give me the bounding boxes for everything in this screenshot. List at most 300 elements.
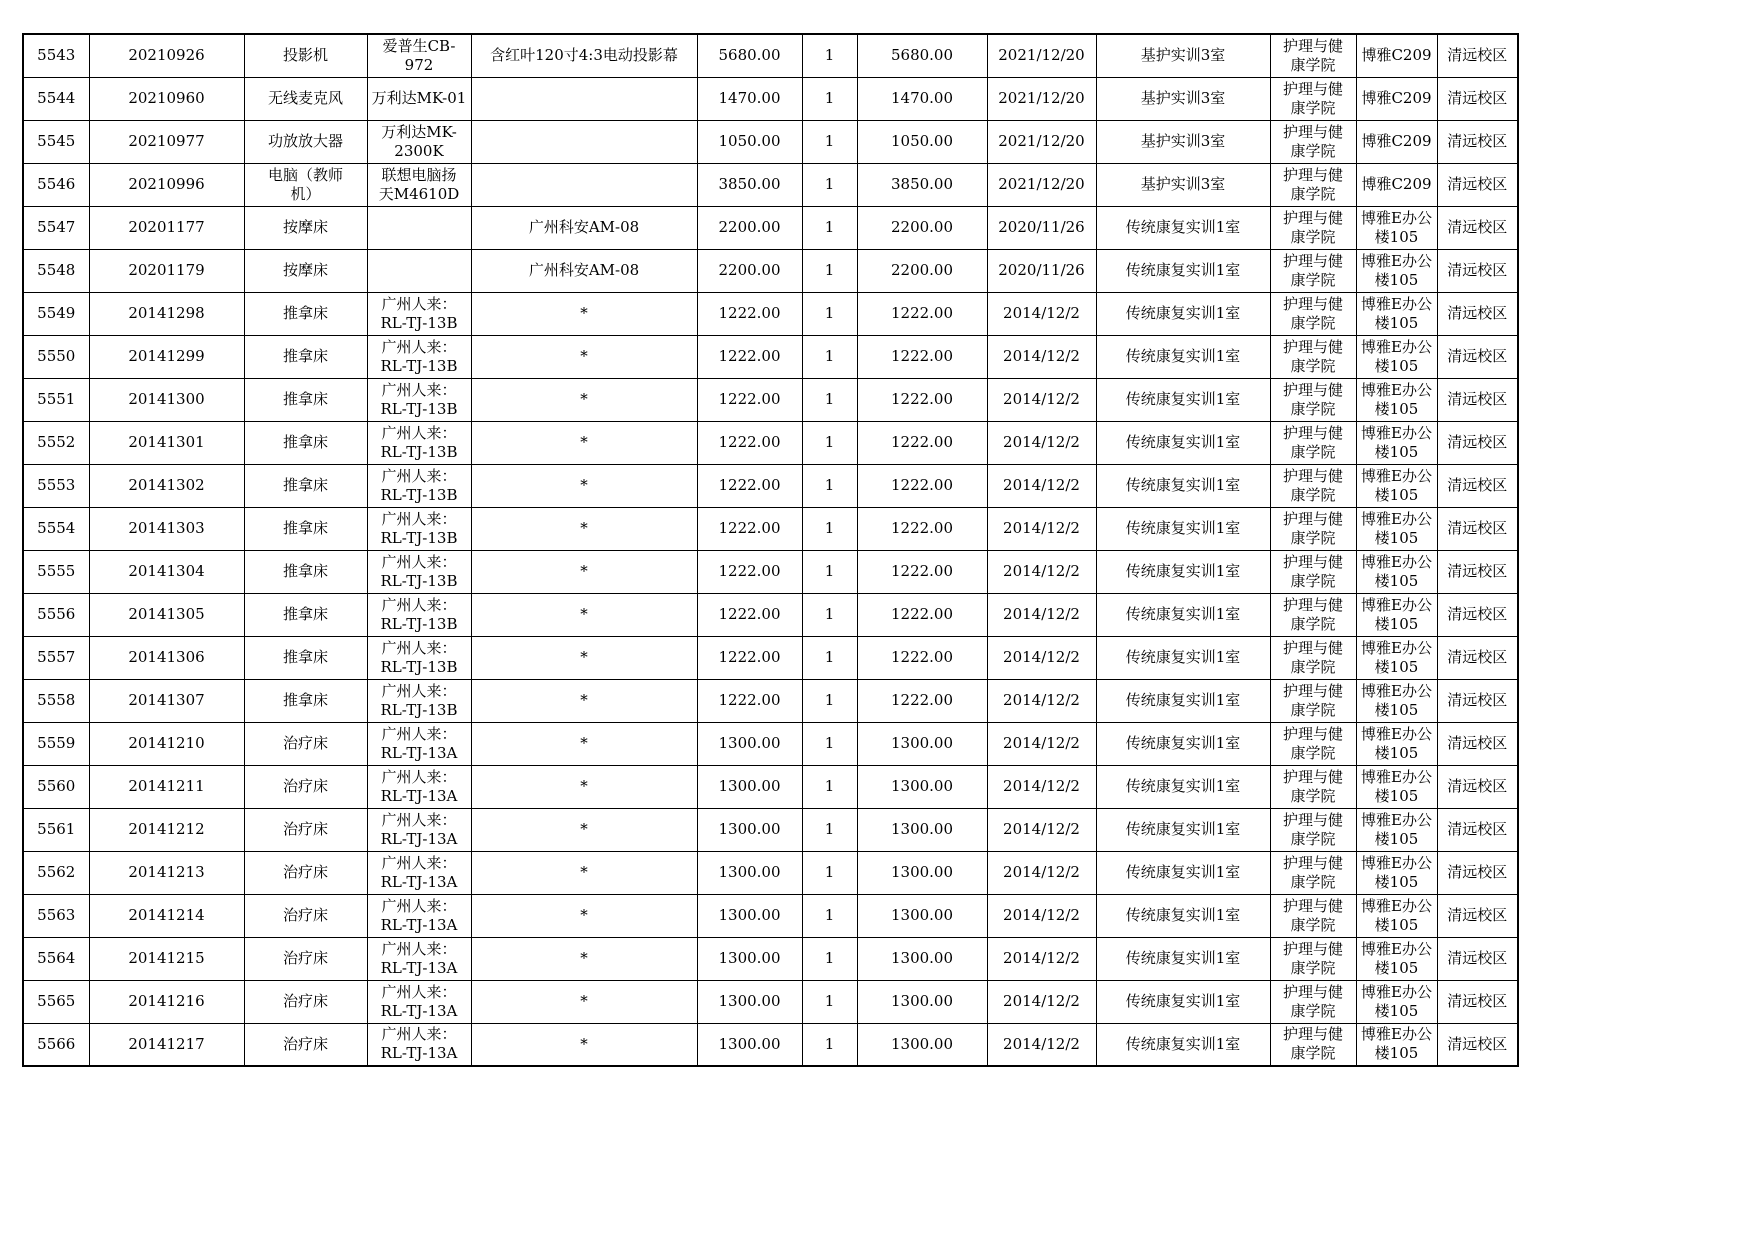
department-cell: 护理与健 康学院 bbox=[1270, 593, 1356, 636]
model-cell: 广州人来： RL-TJ-13A bbox=[367, 808, 471, 851]
purchase-date-cell: 2014/12/2 bbox=[987, 335, 1096, 378]
table-row bbox=[23, 120, 1518, 163]
quantity-cell: 1 bbox=[802, 894, 857, 937]
amount-cell: 1222.00 bbox=[857, 550, 987, 593]
table-row bbox=[23, 507, 1518, 550]
amount-cell: 1300.00 bbox=[857, 894, 987, 937]
quantity-cell: 1 bbox=[802, 937, 857, 980]
lab-room-cell: 传统康复实训1室 bbox=[1096, 550, 1270, 593]
department-cell: 护理与健 康学院 bbox=[1270, 765, 1356, 808]
unit-price-cell: 1300.00 bbox=[697, 980, 802, 1023]
asset-code-cell: 20141306 bbox=[89, 636, 244, 679]
table-row bbox=[23, 765, 1518, 808]
department-cell: 护理与健 康学院 bbox=[1270, 722, 1356, 765]
unit-price-cell: 1222.00 bbox=[697, 550, 802, 593]
ledger-body bbox=[23, 34, 1518, 1066]
serial-number-cell: 5552 bbox=[23, 421, 89, 464]
lab-room-cell: 基护实训3室 bbox=[1096, 163, 1270, 206]
asset-code-cell: 20141301 bbox=[89, 421, 244, 464]
location-cell: 博雅E办公 楼105 bbox=[1356, 1023, 1437, 1066]
asset-code-cell: 20201177 bbox=[89, 206, 244, 249]
purchase-date-cell: 2014/12/2 bbox=[987, 937, 1096, 980]
model-cell: 广州人来： RL-TJ-13A bbox=[367, 894, 471, 937]
asset-code-cell: 20141300 bbox=[89, 378, 244, 421]
location-cell: 博雅E办公 楼105 bbox=[1356, 421, 1437, 464]
unit-price-cell: 2200.00 bbox=[697, 249, 802, 292]
specification-cell: * bbox=[471, 550, 697, 593]
asset-code-cell: 20141304 bbox=[89, 550, 244, 593]
amount-cell: 1470.00 bbox=[857, 77, 987, 120]
asset-name-cell: 推拿床 bbox=[244, 335, 367, 378]
asset-code-cell: 20210996 bbox=[89, 163, 244, 206]
asset-name-cell: 推拿床 bbox=[244, 292, 367, 335]
location-cell: 博雅C209 bbox=[1356, 163, 1437, 206]
department-cell: 护理与健 康学院 bbox=[1270, 335, 1356, 378]
table-row bbox=[23, 593, 1518, 636]
campus-cell: 清远校区 bbox=[1437, 593, 1518, 636]
amount-cell: 1222.00 bbox=[857, 636, 987, 679]
asset-code-cell: 20141302 bbox=[89, 464, 244, 507]
unit-price-cell: 3850.00 bbox=[697, 163, 802, 206]
amount-cell: 1300.00 bbox=[857, 722, 987, 765]
lab-room-cell: 传统康复实训1室 bbox=[1096, 679, 1270, 722]
amount-cell: 1300.00 bbox=[857, 980, 987, 1023]
campus-cell: 清远校区 bbox=[1437, 722, 1518, 765]
lab-room-cell: 传统康复实训1室 bbox=[1096, 378, 1270, 421]
asset-name-cell: 治疗床 bbox=[244, 722, 367, 765]
lab-room-cell: 传统康复实训1室 bbox=[1096, 636, 1270, 679]
table-row bbox=[23, 163, 1518, 206]
department-cell: 护理与健 康学院 bbox=[1270, 120, 1356, 163]
quantity-cell: 1 bbox=[802, 464, 857, 507]
lab-room-cell: 传统康复实训1室 bbox=[1096, 722, 1270, 765]
model-cell: 广州人来： RL-TJ-13B bbox=[367, 507, 471, 550]
serial-number-cell: 5545 bbox=[23, 120, 89, 163]
lab-room-cell: 基护实训3室 bbox=[1096, 120, 1270, 163]
serial-number-cell: 5547 bbox=[23, 206, 89, 249]
amount-cell: 1222.00 bbox=[857, 378, 987, 421]
asset-name-cell: 推拿床 bbox=[244, 421, 367, 464]
table-row bbox=[23, 980, 1518, 1023]
campus-cell: 清远校区 bbox=[1437, 378, 1518, 421]
asset-name-cell: 电脑（教师 机） bbox=[244, 163, 367, 206]
amount-cell: 1222.00 bbox=[857, 292, 987, 335]
specification-cell: * bbox=[471, 464, 697, 507]
quantity-cell: 1 bbox=[802, 206, 857, 249]
specification-cell: * bbox=[471, 980, 697, 1023]
serial-number-cell: 5559 bbox=[23, 722, 89, 765]
amount-cell: 1222.00 bbox=[857, 464, 987, 507]
purchase-date-cell: 2021/12/20 bbox=[987, 34, 1096, 77]
unit-price-cell: 1470.00 bbox=[697, 77, 802, 120]
model-cell: 广州人来： RL-TJ-13B bbox=[367, 378, 471, 421]
specification-cell: * bbox=[471, 937, 697, 980]
unit-price-cell: 1300.00 bbox=[697, 851, 802, 894]
lab-room-cell: 传统康复实训1室 bbox=[1096, 937, 1270, 980]
quantity-cell: 1 bbox=[802, 765, 857, 808]
unit-price-cell: 1222.00 bbox=[697, 421, 802, 464]
purchase-date-cell: 2014/12/2 bbox=[987, 894, 1096, 937]
asset-name-cell: 投影机 bbox=[244, 34, 367, 77]
department-cell: 护理与健 康学院 bbox=[1270, 378, 1356, 421]
campus-cell: 清远校区 bbox=[1437, 464, 1518, 507]
model-cell: 广州人来： RL-TJ-13B bbox=[367, 464, 471, 507]
purchase-date-cell: 2021/12/20 bbox=[987, 77, 1096, 120]
model-cell: 广州人来： RL-TJ-13A bbox=[367, 937, 471, 980]
asset-code-cell: 20141216 bbox=[89, 980, 244, 1023]
table-row bbox=[23, 722, 1518, 765]
campus-cell: 清远校区 bbox=[1437, 120, 1518, 163]
specification-cell: * bbox=[471, 378, 697, 421]
amount-cell: 2200.00 bbox=[857, 206, 987, 249]
purchase-date-cell: 2014/12/2 bbox=[987, 1023, 1096, 1066]
quantity-cell: 1 bbox=[802, 163, 857, 206]
campus-cell: 清远校区 bbox=[1437, 851, 1518, 894]
specification-cell: * bbox=[471, 593, 697, 636]
department-cell: 护理与健 康学院 bbox=[1270, 464, 1356, 507]
table-row bbox=[23, 292, 1518, 335]
unit-price-cell: 1300.00 bbox=[697, 722, 802, 765]
model-cell: 广州人来： RL-TJ-13A bbox=[367, 851, 471, 894]
asset-name-cell: 推拿床 bbox=[244, 593, 367, 636]
purchase-date-cell: 2014/12/2 bbox=[987, 593, 1096, 636]
purchase-date-cell: 2014/12/2 bbox=[987, 765, 1096, 808]
campus-cell: 清远校区 bbox=[1437, 292, 1518, 335]
model-cell: 广州人来： RL-TJ-13B bbox=[367, 593, 471, 636]
unit-price-cell: 1222.00 bbox=[697, 507, 802, 550]
specification-cell: 广州科安AM-08 bbox=[471, 249, 697, 292]
campus-cell: 清远校区 bbox=[1437, 894, 1518, 937]
campus-cell: 清远校区 bbox=[1437, 636, 1518, 679]
serial-number-cell: 5566 bbox=[23, 1023, 89, 1066]
department-cell: 护理与健 康学院 bbox=[1270, 77, 1356, 120]
lab-room-cell: 基护实训3室 bbox=[1096, 77, 1270, 120]
unit-price-cell: 1222.00 bbox=[697, 593, 802, 636]
quantity-cell: 1 bbox=[802, 249, 857, 292]
purchase-date-cell: 2014/12/2 bbox=[987, 292, 1096, 335]
specification-cell: * bbox=[471, 722, 697, 765]
specification-cell bbox=[471, 77, 697, 120]
purchase-date-cell: 2020/11/26 bbox=[987, 249, 1096, 292]
location-cell: 博雅E办公 楼105 bbox=[1356, 550, 1437, 593]
serial-number-cell: 5548 bbox=[23, 249, 89, 292]
purchase-date-cell: 2021/12/20 bbox=[987, 163, 1096, 206]
location-cell: 博雅E办公 楼105 bbox=[1356, 206, 1437, 249]
quantity-cell: 1 bbox=[802, 292, 857, 335]
unit-price-cell: 1300.00 bbox=[697, 808, 802, 851]
asset-name-cell: 治疗床 bbox=[244, 851, 367, 894]
asset-code-cell: 20141215 bbox=[89, 937, 244, 980]
asset-code-cell: 20141307 bbox=[89, 679, 244, 722]
serial-number-cell: 5543 bbox=[23, 34, 89, 77]
asset-name-cell: 治疗床 bbox=[244, 894, 367, 937]
asset-code-cell: 20141299 bbox=[89, 335, 244, 378]
asset-name-cell: 推拿床 bbox=[244, 636, 367, 679]
location-cell: 博雅E办公 楼105 bbox=[1356, 292, 1437, 335]
model-cell: 联想电脑扬 天M4610D bbox=[367, 163, 471, 206]
department-cell: 护理与健 康学院 bbox=[1270, 421, 1356, 464]
serial-number-cell: 5551 bbox=[23, 378, 89, 421]
table-row bbox=[23, 851, 1518, 894]
model-cell: 广州人来： RL-TJ-13B bbox=[367, 292, 471, 335]
serial-number-cell: 5550 bbox=[23, 335, 89, 378]
lab-room-cell: 传统康复实训1室 bbox=[1096, 1023, 1270, 1066]
serial-number-cell: 5553 bbox=[23, 464, 89, 507]
specification-cell: 广州科安AM-08 bbox=[471, 206, 697, 249]
amount-cell: 5680.00 bbox=[857, 34, 987, 77]
table-row bbox=[23, 77, 1518, 120]
purchase-date-cell: 2014/12/2 bbox=[987, 464, 1096, 507]
model-cell: 广州人来： RL-TJ-13B bbox=[367, 636, 471, 679]
purchase-date-cell: 2014/12/2 bbox=[987, 421, 1096, 464]
quantity-cell: 1 bbox=[802, 120, 857, 163]
quantity-cell: 1 bbox=[802, 507, 857, 550]
specification-cell: * bbox=[471, 894, 697, 937]
location-cell: 博雅E办公 楼105 bbox=[1356, 894, 1437, 937]
unit-price-cell: 1050.00 bbox=[697, 120, 802, 163]
campus-cell: 清远校区 bbox=[1437, 335, 1518, 378]
lab-room-cell: 传统康复实训1室 bbox=[1096, 507, 1270, 550]
department-cell: 护理与健 康学院 bbox=[1270, 249, 1356, 292]
unit-price-cell: 5680.00 bbox=[697, 34, 802, 77]
location-cell: 博雅E办公 楼105 bbox=[1356, 808, 1437, 851]
amount-cell: 1300.00 bbox=[857, 765, 987, 808]
model-cell: 广州人来： RL-TJ-13B bbox=[367, 550, 471, 593]
amount-cell: 1222.00 bbox=[857, 421, 987, 464]
asset-name-cell: 治疗床 bbox=[244, 980, 367, 1023]
department-cell: 护理与健 康学院 bbox=[1270, 550, 1356, 593]
amount-cell: 2200.00 bbox=[857, 249, 987, 292]
asset-code-cell: 20141298 bbox=[89, 292, 244, 335]
department-cell: 护理与健 康学院 bbox=[1270, 679, 1356, 722]
serial-number-cell: 5558 bbox=[23, 679, 89, 722]
location-cell: 博雅E办公 楼105 bbox=[1356, 765, 1437, 808]
amount-cell: 3850.00 bbox=[857, 163, 987, 206]
department-cell: 护理与健 康学院 bbox=[1270, 894, 1356, 937]
lab-room-cell: 传统康复实训1室 bbox=[1096, 206, 1270, 249]
location-cell: 博雅E办公 楼105 bbox=[1356, 593, 1437, 636]
location-cell: 博雅E办公 楼105 bbox=[1356, 679, 1437, 722]
unit-price-cell: 1300.00 bbox=[697, 765, 802, 808]
model-cell: 万利达MK-01 bbox=[367, 77, 471, 120]
specification-cell: * bbox=[471, 636, 697, 679]
location-cell: 博雅E办公 楼105 bbox=[1356, 851, 1437, 894]
specification-cell: 含红叶120寸4:3电动投影幕 bbox=[471, 34, 697, 77]
lab-room-cell: 传统康复实训1室 bbox=[1096, 765, 1270, 808]
campus-cell: 清远校区 bbox=[1437, 550, 1518, 593]
purchase-date-cell: 2020/11/26 bbox=[987, 206, 1096, 249]
department-cell: 护理与健 康学院 bbox=[1270, 808, 1356, 851]
lab-room-cell: 传统康复实训1室 bbox=[1096, 808, 1270, 851]
location-cell: 博雅E办公 楼105 bbox=[1356, 937, 1437, 980]
quantity-cell: 1 bbox=[802, 851, 857, 894]
asset-code-cell: 20141213 bbox=[89, 851, 244, 894]
specification-cell: * bbox=[471, 679, 697, 722]
asset-code-cell: 20141214 bbox=[89, 894, 244, 937]
asset-code-cell: 20141305 bbox=[89, 593, 244, 636]
purchase-date-cell: 2014/12/2 bbox=[987, 851, 1096, 894]
specification-cell bbox=[471, 163, 697, 206]
department-cell: 护理与健 康学院 bbox=[1270, 1023, 1356, 1066]
model-cell bbox=[367, 206, 471, 249]
asset-name-cell: 按摩床 bbox=[244, 249, 367, 292]
quantity-cell: 1 bbox=[802, 550, 857, 593]
model-cell: 爱普生CB- 972 bbox=[367, 34, 471, 77]
quantity-cell: 1 bbox=[802, 1023, 857, 1066]
serial-number-cell: 5556 bbox=[23, 593, 89, 636]
lab-room-cell: 传统康复实训1室 bbox=[1096, 249, 1270, 292]
serial-number-cell: 5564 bbox=[23, 937, 89, 980]
lab-room-cell: 传统康复实训1室 bbox=[1096, 894, 1270, 937]
serial-number-cell: 5544 bbox=[23, 77, 89, 120]
location-cell: 博雅E办公 楼105 bbox=[1356, 636, 1437, 679]
lab-room-cell: 传统康复实训1室 bbox=[1096, 851, 1270, 894]
table-row bbox=[23, 249, 1518, 292]
quantity-cell: 1 bbox=[802, 722, 857, 765]
serial-number-cell: 5562 bbox=[23, 851, 89, 894]
table-row bbox=[23, 894, 1518, 937]
amount-cell: 1300.00 bbox=[857, 1023, 987, 1066]
purchase-date-cell: 2014/12/2 bbox=[987, 507, 1096, 550]
unit-price-cell: 1222.00 bbox=[697, 292, 802, 335]
unit-price-cell: 1222.00 bbox=[697, 464, 802, 507]
specification-cell: * bbox=[471, 808, 697, 851]
department-cell: 护理与健 康学院 bbox=[1270, 292, 1356, 335]
asset-code-cell: 20210926 bbox=[89, 34, 244, 77]
serial-number-cell: 5555 bbox=[23, 550, 89, 593]
lab-room-cell: 基护实训3室 bbox=[1096, 34, 1270, 77]
asset-name-cell: 治疗床 bbox=[244, 937, 367, 980]
asset-code-cell: 20141303 bbox=[89, 507, 244, 550]
quantity-cell: 1 bbox=[802, 378, 857, 421]
purchase-date-cell: 2014/12/2 bbox=[987, 722, 1096, 765]
unit-price-cell: 1222.00 bbox=[697, 378, 802, 421]
asset-code-cell: 20201179 bbox=[89, 249, 244, 292]
serial-number-cell: 5546 bbox=[23, 163, 89, 206]
campus-cell: 清远校区 bbox=[1437, 765, 1518, 808]
model-cell: 广州人来： RL-TJ-13B bbox=[367, 421, 471, 464]
unit-price-cell: 1300.00 bbox=[697, 937, 802, 980]
table-row bbox=[23, 550, 1518, 593]
asset-code-cell: 20210977 bbox=[89, 120, 244, 163]
specification-cell: * bbox=[471, 292, 697, 335]
table-row bbox=[23, 335, 1518, 378]
asset-name-cell: 推拿床 bbox=[244, 378, 367, 421]
specification-cell: * bbox=[471, 1023, 697, 1066]
location-cell: 博雅E办公 楼105 bbox=[1356, 249, 1437, 292]
unit-price-cell: 1300.00 bbox=[697, 1023, 802, 1066]
location-cell: 博雅E办公 楼105 bbox=[1356, 980, 1437, 1023]
amount-cell: 1222.00 bbox=[857, 593, 987, 636]
asset-ledger-table bbox=[22, 33, 1519, 1067]
model-cell bbox=[367, 249, 471, 292]
amount-cell: 1222.00 bbox=[857, 507, 987, 550]
lab-room-cell: 传统康复实训1室 bbox=[1096, 292, 1270, 335]
specification-cell: * bbox=[471, 507, 697, 550]
department-cell: 护理与健 康学院 bbox=[1270, 937, 1356, 980]
purchase-date-cell: 2021/12/20 bbox=[987, 120, 1096, 163]
table-row bbox=[23, 1023, 1518, 1066]
department-cell: 护理与健 康学院 bbox=[1270, 636, 1356, 679]
department-cell: 护理与健 康学院 bbox=[1270, 507, 1356, 550]
specification-cell: * bbox=[471, 335, 697, 378]
asset-code-cell: 20141210 bbox=[89, 722, 244, 765]
campus-cell: 清远校区 bbox=[1437, 507, 1518, 550]
model-cell: 广州人来： RL-TJ-13A bbox=[367, 722, 471, 765]
specification-cell: * bbox=[471, 421, 697, 464]
amount-cell: 1300.00 bbox=[857, 808, 987, 851]
asset-name-cell: 推拿床 bbox=[244, 679, 367, 722]
asset-code-cell: 20141217 bbox=[89, 1023, 244, 1066]
lab-room-cell: 传统康复实训1室 bbox=[1096, 464, 1270, 507]
quantity-cell: 1 bbox=[802, 593, 857, 636]
quantity-cell: 1 bbox=[802, 421, 857, 464]
location-cell: 博雅E办公 楼105 bbox=[1356, 722, 1437, 765]
serial-number-cell: 5549 bbox=[23, 292, 89, 335]
campus-cell: 清远校区 bbox=[1437, 421, 1518, 464]
quantity-cell: 1 bbox=[802, 636, 857, 679]
purchase-date-cell: 2014/12/2 bbox=[987, 980, 1096, 1023]
asset-code-cell: 20141211 bbox=[89, 765, 244, 808]
table-row bbox=[23, 34, 1518, 77]
unit-price-cell: 1300.00 bbox=[697, 894, 802, 937]
lab-room-cell: 传统康复实训1室 bbox=[1096, 421, 1270, 464]
asset-code-cell: 20210960 bbox=[89, 77, 244, 120]
department-cell: 护理与健 康学院 bbox=[1270, 206, 1356, 249]
campus-cell: 清远校区 bbox=[1437, 980, 1518, 1023]
quantity-cell: 1 bbox=[802, 679, 857, 722]
table-row bbox=[23, 636, 1518, 679]
department-cell: 护理与健 康学院 bbox=[1270, 34, 1356, 77]
asset-name-cell: 推拿床 bbox=[244, 550, 367, 593]
quantity-cell: 1 bbox=[802, 980, 857, 1023]
lab-room-cell: 传统康复实训1室 bbox=[1096, 593, 1270, 636]
purchase-date-cell: 2014/12/2 bbox=[987, 636, 1096, 679]
department-cell: 护理与健 康学院 bbox=[1270, 851, 1356, 894]
model-cell: 广州人来： RL-TJ-13A bbox=[367, 980, 471, 1023]
asset-code-cell: 20141212 bbox=[89, 808, 244, 851]
table-row bbox=[23, 421, 1518, 464]
campus-cell: 清远校区 bbox=[1437, 808, 1518, 851]
unit-price-cell: 1222.00 bbox=[697, 335, 802, 378]
asset-name-cell: 按摩床 bbox=[244, 206, 367, 249]
location-cell: 博雅C209 bbox=[1356, 34, 1437, 77]
serial-number-cell: 5557 bbox=[23, 636, 89, 679]
serial-number-cell: 5565 bbox=[23, 980, 89, 1023]
quantity-cell: 1 bbox=[802, 808, 857, 851]
amount-cell: 1222.00 bbox=[857, 679, 987, 722]
asset-name-cell: 功放放大器 bbox=[244, 120, 367, 163]
amount-cell: 1050.00 bbox=[857, 120, 987, 163]
asset-name-cell: 治疗床 bbox=[244, 1023, 367, 1066]
table-row bbox=[23, 679, 1518, 722]
model-cell: 万利达MK- 2300K bbox=[367, 120, 471, 163]
unit-price-cell: 2200.00 bbox=[697, 206, 802, 249]
table-row bbox=[23, 206, 1518, 249]
location-cell: 博雅C209 bbox=[1356, 120, 1437, 163]
campus-cell: 清远校区 bbox=[1437, 206, 1518, 249]
specification-cell bbox=[471, 120, 697, 163]
unit-price-cell: 1222.00 bbox=[697, 636, 802, 679]
table-row bbox=[23, 378, 1518, 421]
location-cell: 博雅E办公 楼105 bbox=[1356, 335, 1437, 378]
department-cell: 护理与健 康学院 bbox=[1270, 980, 1356, 1023]
unit-price-cell: 1222.00 bbox=[697, 679, 802, 722]
serial-number-cell: 5563 bbox=[23, 894, 89, 937]
campus-cell: 清远校区 bbox=[1437, 77, 1518, 120]
model-cell: 广州人来： RL-TJ-13A bbox=[367, 765, 471, 808]
lab-room-cell: 传统康复实训1室 bbox=[1096, 980, 1270, 1023]
